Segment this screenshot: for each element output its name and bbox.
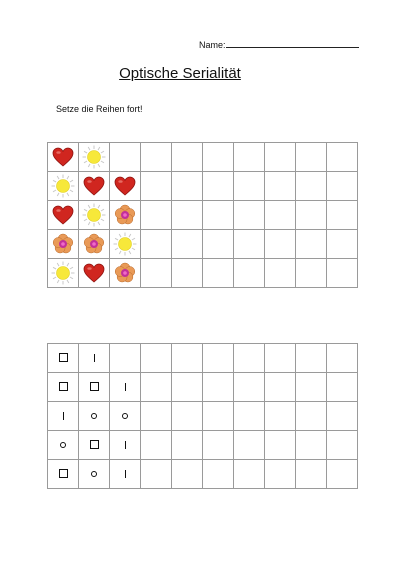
grid-cell-empty[interactable]	[203, 201, 234, 230]
heart-icon	[52, 205, 74, 225]
grid-cell-filled	[110, 201, 141, 230]
grid-cell-filled	[79, 230, 110, 259]
picture-sequence-grid	[47, 142, 358, 288]
grid-cell-empty[interactable]	[265, 344, 296, 373]
grid-cell-empty[interactable]	[327, 172, 358, 201]
grid-cell-empty[interactable]	[203, 172, 234, 201]
grid-cell-empty[interactable]	[296, 259, 327, 288]
grid-cell-empty[interactable]	[203, 259, 234, 288]
grid-cell-empty[interactable]	[172, 172, 203, 201]
name-blank-line[interactable]	[226, 38, 359, 48]
instruction-text: Setze die Reihen fort!	[56, 104, 143, 114]
grid-cell-filled	[110, 460, 141, 489]
grid-cell-empty[interactable]	[327, 344, 358, 373]
grid-cell-filled	[48, 431, 79, 460]
grid-cell-empty[interactable]	[234, 172, 265, 201]
grid-cell-filled	[79, 431, 110, 460]
sun-icon	[82, 145, 106, 169]
grid-cell-empty[interactable]	[141, 431, 172, 460]
grid-cell-filled	[110, 402, 141, 431]
grid-cell-empty[interactable]	[234, 402, 265, 431]
grid-cell-empty[interactable]	[265, 402, 296, 431]
grid-cell-empty[interactable]	[141, 344, 172, 373]
heart-icon	[52, 147, 74, 167]
grid-cell-empty[interactable]	[327, 143, 358, 172]
grid-cell-empty[interactable]	[265, 460, 296, 489]
grid-cell-filled	[79, 172, 110, 201]
grid-cell-filled	[48, 402, 79, 431]
flower-icon	[83, 233, 105, 255]
grid-cell-empty[interactable]	[327, 431, 358, 460]
sun-icon	[82, 203, 106, 227]
grid-cell-empty[interactable]	[141, 143, 172, 172]
grid-cell-filled	[110, 230, 141, 259]
grid-row	[48, 201, 358, 230]
grid-cell-empty[interactable]	[296, 431, 327, 460]
grid-cell-empty[interactable]	[141, 259, 172, 288]
grid-cell-empty[interactable]	[141, 460, 172, 489]
grid-cell-empty[interactable]	[327, 201, 358, 230]
symbol-sequence-grid	[47, 343, 358, 489]
square-symbol	[59, 382, 68, 391]
grid-cell-empty[interactable]	[234, 460, 265, 489]
grid-cell-empty[interactable]	[141, 402, 172, 431]
name-field[interactable]	[199, 38, 359, 50]
grid-cell-empty[interactable]	[327, 460, 358, 489]
grid-row	[48, 431, 358, 460]
grid-cell-empty[interactable]	[203, 431, 234, 460]
grid-cell-filled	[110, 259, 141, 288]
grid-cell-filled	[79, 143, 110, 172]
grid-cell-empty[interactable]	[296, 172, 327, 201]
grid-cell-empty[interactable]	[327, 402, 358, 431]
grid-cell-filled	[79, 402, 110, 431]
name-label: Name:	[199, 40, 226, 50]
grid-cell-filled	[48, 259, 79, 288]
grid-cell-filled	[48, 201, 79, 230]
sun-icon	[113, 232, 137, 256]
grid-cell-empty[interactable]	[172, 259, 203, 288]
grid-cell-empty[interactable]	[234, 201, 265, 230]
circle-symbol	[60, 442, 66, 448]
grid-cell-empty[interactable]	[203, 143, 234, 172]
grid-cell-empty[interactable]	[296, 373, 327, 402]
grid-cell-empty[interactable]	[234, 259, 265, 288]
grid-cell-empty[interactable]	[141, 172, 172, 201]
square-symbol	[59, 353, 68, 362]
grid-cell-filled	[48, 460, 79, 489]
grid-cell-empty[interactable]	[172, 402, 203, 431]
grid-cell-empty[interactable]	[265, 201, 296, 230]
grid-cell-empty[interactable]	[141, 230, 172, 259]
grid-row	[48, 460, 358, 489]
grid-cell-empty[interactable]	[234, 230, 265, 259]
grid-cell-empty[interactable]	[234, 344, 265, 373]
circle-symbol	[91, 413, 97, 419]
line-symbol	[125, 441, 126, 449]
grid-cell-empty[interactable]	[265, 373, 296, 402]
grid-cell-filled	[48, 230, 79, 259]
grid-cell-filled	[79, 201, 110, 230]
grid-cell-empty[interactable]	[203, 402, 234, 431]
grid-row	[48, 259, 358, 288]
grid-cell-empty[interactable]	[327, 259, 358, 288]
grid-cell-empty[interactable]	[172, 344, 203, 373]
grid-cell-empty[interactable]	[172, 373, 203, 402]
grid-cell-filled	[79, 259, 110, 288]
grid-cell-empty[interactable]	[110, 344, 141, 373]
grid-cell-empty[interactable]	[203, 460, 234, 489]
flower-icon	[52, 233, 74, 255]
grid-cell-empty[interactable]	[327, 373, 358, 402]
grid-cell-empty[interactable]	[296, 460, 327, 489]
heart-icon	[114, 176, 136, 196]
sun-icon	[51, 261, 75, 285]
line-symbol	[125, 383, 126, 391]
grid-row	[48, 143, 358, 172]
grid-cell-filled	[48, 172, 79, 201]
grid-cell-filled	[110, 431, 141, 460]
grid-cell-empty[interactable]	[265, 431, 296, 460]
grid-cell-empty[interactable]	[296, 201, 327, 230]
flower-icon	[114, 262, 136, 284]
grid-cell-filled	[79, 373, 110, 402]
grid-cell-filled	[79, 344, 110, 373]
grid-cell-empty[interactable]	[172, 431, 203, 460]
line-symbol	[94, 354, 95, 362]
sun-icon	[51, 174, 75, 198]
grid-cell-empty[interactable]	[265, 143, 296, 172]
flower-icon	[114, 204, 136, 226]
grid-cell-empty[interactable]	[141, 201, 172, 230]
grid-row	[48, 172, 358, 201]
grid-cell-empty[interactable]	[172, 230, 203, 259]
grid-cell-empty[interactable]	[234, 431, 265, 460]
grid-cell-empty[interactable]	[296, 143, 327, 172]
grid-cell-empty[interactable]	[327, 230, 358, 259]
grid-row	[48, 373, 358, 402]
grid-cell-empty[interactable]	[296, 402, 327, 431]
grid-cell-filled	[48, 143, 79, 172]
grid-cell-empty[interactable]	[141, 373, 172, 402]
grid-cell-filled	[48, 344, 79, 373]
grid-cell-empty[interactable]	[296, 230, 327, 259]
grid-cell-empty[interactable]	[234, 143, 265, 172]
grid-cell-empty[interactable]	[234, 373, 265, 402]
grid-cell-empty[interactable]	[296, 344, 327, 373]
grid-row	[48, 344, 358, 373]
grid-row	[48, 402, 358, 431]
grid-cell-empty[interactable]	[265, 172, 296, 201]
grid-cell-filled	[48, 373, 79, 402]
heart-icon	[83, 176, 105, 196]
square-symbol	[59, 469, 68, 478]
grid-cell-empty[interactable]	[265, 230, 296, 259]
grid-cell-empty[interactable]	[110, 143, 141, 172]
heart-icon	[83, 263, 105, 283]
grid-cell-empty[interactable]	[172, 143, 203, 172]
circle-symbol	[122, 413, 128, 419]
grid-cell-empty[interactable]	[203, 230, 234, 259]
grid-cell-empty[interactable]	[203, 344, 234, 373]
grid-cell-empty[interactable]	[172, 460, 203, 489]
square-symbol	[90, 382, 99, 391]
grid-cell-empty[interactable]	[265, 259, 296, 288]
page-title: Optische Serialität	[119, 65, 241, 82]
grid-cell-filled	[79, 460, 110, 489]
line-symbol	[63, 412, 64, 420]
grid-cell-filled	[110, 373, 141, 402]
line-symbol	[125, 470, 126, 478]
circle-symbol	[91, 471, 97, 477]
grid-row	[48, 230, 358, 259]
grid-cell-filled	[110, 172, 141, 201]
grid-cell-empty[interactable]	[172, 201, 203, 230]
grid-cell-empty[interactable]	[203, 373, 234, 402]
square-symbol	[90, 440, 99, 449]
